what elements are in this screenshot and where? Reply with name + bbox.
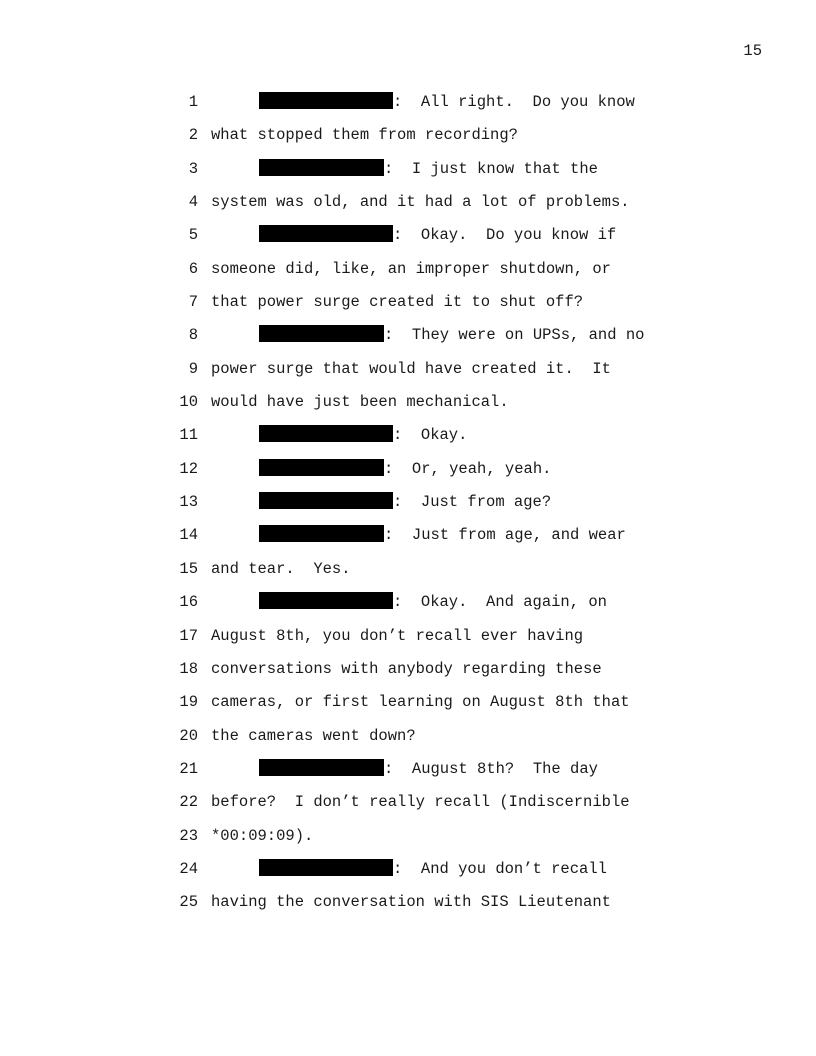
speaker-name-redaction — [259, 592, 393, 609]
transcript-line — [0, 820, 816, 853]
line-text: the cameras went down? — [211, 726, 416, 745]
line-number: 16 — [179, 593, 198, 612]
line-number: 17 — [179, 626, 198, 645]
speaker-name-redaction — [259, 325, 384, 342]
line-number: 2 — [188, 126, 198, 145]
line-text: that power surge created it to shut off? — [211, 293, 584, 312]
line-content — [211, 686, 630, 719]
line-number: 15 — [179, 559, 198, 578]
transcript-line — [0, 219, 816, 252]
line-content — [259, 519, 626, 552]
line-number: 21 — [179, 759, 198, 778]
line-number: 1 — [188, 93, 198, 111]
transcript-line — [0, 519, 816, 552]
line-text: August 8th, you don’t recall ever having — [211, 626, 584, 645]
line-content — [211, 653, 602, 686]
line-number: 19 — [179, 693, 198, 712]
transcript-line — [0, 853, 816, 886]
line-content — [211, 286, 583, 319]
speaker-name-redaction — [259, 525, 384, 542]
line-content — [259, 153, 598, 186]
line-content — [211, 253, 611, 286]
transcript-line — [0, 753, 816, 786]
transcript-line — [0, 253, 816, 286]
line-content — [259, 453, 551, 486]
transcript-line — [0, 720, 816, 753]
speaker-name-redaction — [259, 492, 393, 509]
page-number: 15 — [743, 42, 762, 60]
line-content — [259, 853, 607, 886]
transcript-line — [0, 653, 816, 686]
line-number: 12 — [179, 459, 198, 478]
line-content — [211, 786, 630, 819]
line-content — [211, 720, 416, 753]
line-number: 25 — [179, 893, 198, 912]
line-text: conversations with anybody regarding these — [211, 659, 602, 678]
line-text: cameras, or first learning on August 8th that — [211, 693, 630, 712]
transcript-line — [0, 119, 816, 152]
speaker-text: : Okay. — [393, 426, 468, 445]
speaker-text: : Okay. Do you know if — [393, 226, 617, 245]
speaker-text: : All right. Do you know — [393, 93, 635, 111]
line-text: someone did, like, an improper shutdown, or — [211, 259, 611, 278]
line-number: 24 — [179, 859, 198, 878]
line-number: 5 — [188, 226, 198, 245]
line-number: 11 — [179, 426, 198, 445]
line-text: before? I don’t really recall (Indiscernible — [211, 793, 630, 812]
transcript-line — [0, 286, 816, 319]
line-number: 10 — [179, 393, 198, 412]
speaker-text: : They were on UPSs, and no — [384, 326, 645, 345]
speaker-text: : I just know that the — [384, 159, 598, 178]
line-content — [259, 486, 551, 519]
line-number: 3 — [188, 159, 198, 178]
transcript-line — [0, 386, 816, 419]
transcript-line — [0, 319, 816, 352]
line-number: 22 — [179, 793, 198, 812]
transcript-line — [0, 453, 816, 486]
line-text: what stopped them from recording? — [211, 126, 518, 145]
speaker-name-redaction — [259, 459, 384, 476]
line-content — [211, 119, 518, 152]
speaker-text: : Or, yeah, yeah. — [384, 459, 552, 478]
transcript-line — [0, 620, 816, 653]
line-content — [211, 820, 313, 853]
line-number: 7 — [188, 293, 198, 312]
speaker-text: : And you don’t recall — [393, 859, 607, 878]
transcript-line — [0, 786, 816, 819]
line-content — [259, 586, 607, 619]
line-content — [211, 186, 630, 219]
line-number: 23 — [179, 826, 198, 845]
transcript-line — [0, 886, 816, 919]
line-text: having the conversation with SIS Lieutenant — [211, 893, 611, 912]
transcript-line — [0, 186, 816, 219]
speaker-name-redaction — [259, 425, 393, 442]
line-number: 20 — [179, 726, 198, 745]
transcript-line — [0, 353, 816, 386]
transcript-line — [0, 153, 816, 186]
line-number: 14 — [179, 526, 198, 545]
line-content — [259, 219, 616, 252]
line-content — [211, 620, 583, 653]
line-number: 9 — [188, 359, 198, 378]
speaker-name-redaction — [259, 92, 393, 109]
line-text: and tear. Yes. — [211, 559, 351, 578]
transcript-line — [0, 553, 816, 586]
speaker-text: : August 8th? The day — [384, 759, 598, 778]
transcript-body — [0, 86, 816, 920]
speaker-name-redaction — [259, 159, 384, 176]
line-number: 18 — [179, 659, 198, 678]
transcript-line — [0, 86, 816, 119]
speaker-name-redaction — [259, 859, 393, 876]
line-text: would have just been mechanical. — [211, 393, 509, 412]
speaker-name-redaction — [259, 759, 384, 776]
line-number: 6 — [188, 259, 198, 278]
speaker-text: : Okay. And again, on — [393, 593, 607, 612]
line-text: *00:09:09). — [211, 826, 314, 845]
speaker-text: : Just from age, and wear — [384, 526, 626, 545]
line-content — [211, 353, 611, 386]
line-content — [259, 319, 644, 352]
transcript-line — [0, 686, 816, 719]
speaker-name-redaction — [259, 225, 393, 242]
line-number: 8 — [188, 326, 198, 345]
line-content — [259, 86, 635, 119]
line-content — [259, 753, 598, 786]
transcript-line — [0, 586, 816, 619]
line-content — [211, 553, 351, 586]
line-content — [259, 419, 467, 452]
speaker-text: : Just from age? — [393, 493, 552, 512]
line-number: 4 — [188, 193, 198, 212]
line-text: system was old, and it had a lot of problems. — [211, 193, 630, 212]
line-text: power surge that would have created it. It — [211, 359, 611, 378]
line-content — [211, 886, 611, 919]
transcript-line — [0, 486, 816, 519]
line-number: 13 — [179, 493, 198, 512]
line-content — [211, 386, 509, 419]
transcript-line — [0, 419, 816, 452]
